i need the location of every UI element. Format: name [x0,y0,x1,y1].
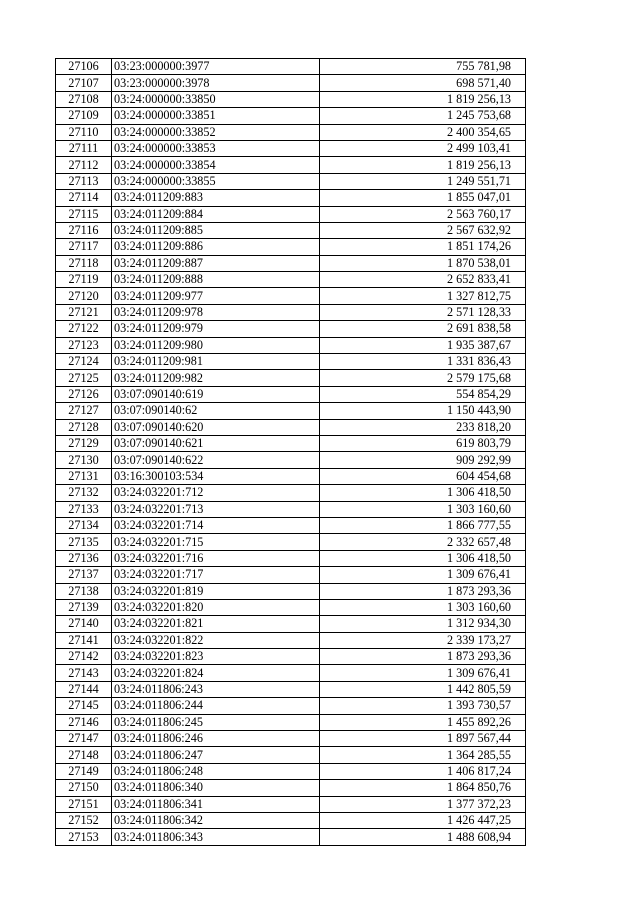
row-number-cell: 27112 [56,157,112,173]
row-number-cell: 27117 [56,239,112,255]
table-row [56,681,526,697]
table-row [56,649,526,665]
table-row [56,190,526,206]
row-number-cell: 27146 [56,714,112,730]
table-row [56,517,526,533]
table-row [56,763,526,779]
table-row [56,583,526,599]
row-number-cell: 27131 [56,468,112,484]
row-number-cell: 27149 [56,763,112,779]
cadastral-value-cell: 1 455 892,26 [320,714,526,730]
cadastral-number-cell: 03:24:032201:716 [112,550,320,566]
cadastral-number-cell: 03:24:011209:888 [112,272,320,288]
table-row [56,239,526,255]
row-number-cell: 27132 [56,485,112,501]
cadastral-number-cell: 03:24:011209:883 [112,190,320,206]
cadastral-value-cell: 619 803,79 [320,435,526,451]
cadastral-value-cell: 1 327 812,75 [320,288,526,304]
row-number-cell: 27142 [56,649,112,665]
cadastral-value-cell: 1 819 256,13 [320,157,526,173]
table-row [56,812,526,828]
row-number-cell: 27153 [56,829,112,845]
cadastral-number-cell: 03:24:011209:978 [112,304,320,320]
cadastral-value-cell: 1 855 047,01 [320,190,526,206]
table-row [56,796,526,812]
table-row [56,124,526,140]
cadastral-value-cell: 1 873 293,36 [320,583,526,599]
row-number-cell: 27144 [56,681,112,697]
cadastral-number-cell: 03:07:090140:621 [112,435,320,451]
cadastral-number-cell: 03:24:011806:340 [112,780,320,796]
table-body [56,59,526,846]
cadastral-number-cell: 03:24:032201:717 [112,567,320,583]
table-row [56,157,526,173]
cadastral-number-cell: 03:24:000000:33855 [112,173,320,189]
cadastral-number-cell: 03:24:011806:342 [112,812,320,828]
cadastral-number-cell: 03:24:000000:33850 [112,91,320,107]
table-row [56,222,526,238]
table-row [56,91,526,107]
cadastral-number-cell: 03:24:032201:824 [112,665,320,681]
cadastral-number-cell: 03:24:011806:341 [112,796,320,812]
row-number-cell: 27135 [56,534,112,550]
cadastral-number-cell: 03:24:000000:33851 [112,108,320,124]
cadastral-value-cell: 1 150 443,90 [320,403,526,419]
table-row [56,173,526,189]
cadastral-number-cell: 03:24:011806:343 [112,829,320,845]
cadastral-value-sheet [55,58,526,846]
row-number-cell: 27116 [56,222,112,238]
row-number-cell: 27120 [56,288,112,304]
row-number-cell: 27125 [56,370,112,386]
row-number-cell: 27118 [56,255,112,271]
cadastral-value-cell: 1 303 160,60 [320,501,526,517]
cadastral-number-cell: 03:24:032201:823 [112,649,320,665]
cadastral-number-cell: 03:24:011209:887 [112,255,320,271]
cadastral-number-cell: 03:24:011209:977 [112,288,320,304]
cadastral-number-cell: 03:24:032201:713 [112,501,320,517]
table-row [56,714,526,730]
cadastral-number-cell: 03:24:032201:819 [112,583,320,599]
row-number-cell: 27119 [56,272,112,288]
cadastral-value-cell: 1 309 676,41 [320,567,526,583]
table-row [56,829,526,845]
table-row [56,665,526,681]
cadastral-number-cell: 03:24:032201:822 [112,632,320,648]
cadastral-value-cell: 2 691 838,58 [320,321,526,337]
cadastral-number-cell: 03:24:011806:248 [112,763,320,779]
cadastral-number-cell: 03:24:011806:245 [112,714,320,730]
row-number-cell: 27130 [56,452,112,468]
table-row [56,780,526,796]
row-number-cell: 27136 [56,550,112,566]
cadastral-number-cell: 03:24:011209:885 [112,222,320,238]
cadastral-value-cell: 1 870 538,01 [320,255,526,271]
cadastral-number-cell: 03:07:090140:619 [112,386,320,402]
cadastral-value-cell: 2 332 657,48 [320,534,526,550]
table-row [56,386,526,402]
cadastral-value-cell: 1 442 805,59 [320,681,526,697]
row-number-cell: 27121 [56,304,112,320]
row-number-cell: 27139 [56,599,112,615]
cadastral-number-cell: 03:24:032201:712 [112,485,320,501]
row-number-cell: 27123 [56,337,112,353]
table-row [56,747,526,763]
cadastral-value-cell: 1 864 850,76 [320,780,526,796]
row-number-cell: 27109 [56,108,112,124]
cadastral-number-cell: 03:24:011209:982 [112,370,320,386]
cadastral-number-cell: 03:24:000000:33853 [112,140,320,156]
cadastral-value-cell: 604 454,68 [320,468,526,484]
table-row [56,599,526,615]
cadastral-number-cell: 03:24:032201:715 [112,534,320,550]
table-row [56,288,526,304]
cadastral-number-cell: 03:24:011806:244 [112,698,320,714]
cadastral-value-cell: 1 377 372,23 [320,796,526,812]
cadastral-number-cell: 03:23:000000:3977 [112,59,320,75]
cadastral-value-cell: 1 897 567,44 [320,731,526,747]
cadastral-value-cell: 1 306 418,50 [320,485,526,501]
row-number-cell: 27151 [56,796,112,812]
cadastral-number-cell: 03:24:011209:979 [112,321,320,337]
cadastral-value-cell: 1 819 256,13 [320,91,526,107]
cadastral-value-cell: 1 866 777,55 [320,517,526,533]
table-row [56,403,526,419]
cadastral-number-cell: 03:24:011209:886 [112,239,320,255]
table-row [56,370,526,386]
cadastral-value-cell: 2 579 175,68 [320,370,526,386]
cadastral-number-cell: 03:24:011209:884 [112,206,320,222]
row-number-cell: 27114 [56,190,112,206]
row-number-cell: 27134 [56,517,112,533]
row-number-cell: 27148 [56,747,112,763]
cadastral-number-cell: 03:24:011209:981 [112,354,320,370]
cadastral-value-cell: 1 249 551,71 [320,173,526,189]
cadastral-number-cell: 03:24:011806:247 [112,747,320,763]
row-number-cell: 27141 [56,632,112,648]
row-number-cell: 27107 [56,75,112,91]
table-row [56,419,526,435]
table-row [56,59,526,75]
table-row [56,550,526,566]
row-number-cell: 27110 [56,124,112,140]
row-number-cell: 27150 [56,780,112,796]
row-number-cell: 27140 [56,616,112,632]
table-row [56,534,526,550]
cadastral-number-cell: 03:07:090140:622 [112,452,320,468]
cadastral-value-cell: 1 364 285,55 [320,747,526,763]
cadastral-value-cell: 1 851 174,26 [320,239,526,255]
cadastral-number-cell: 03:24:011209:980 [112,337,320,353]
cadastral-value-cell: 1 393 730,57 [320,698,526,714]
table-row [56,485,526,501]
table-row [56,75,526,91]
row-number-cell: 27138 [56,583,112,599]
table-row [56,452,526,468]
cadastral-number-cell: 03:24:011806:246 [112,731,320,747]
table-row [56,616,526,632]
cadastral-value-cell: 1 245 753,68 [320,108,526,124]
table-row [56,206,526,222]
cadastral-number-cell: 03:24:011806:243 [112,681,320,697]
table-row [56,255,526,271]
cadastral-value-cell: 554 854,29 [320,386,526,402]
table-row [56,140,526,156]
cadastral-number-cell: 03:24:032201:714 [112,517,320,533]
row-number-cell: 27133 [56,501,112,517]
row-number-cell: 27106 [56,59,112,75]
table-row [56,354,526,370]
cadastral-value-cell: 1 488 608,94 [320,829,526,845]
row-number-cell: 27115 [56,206,112,222]
cadastral-value-table [55,58,526,846]
cadastral-value-cell: 1 406 817,24 [320,763,526,779]
row-number-cell: 27147 [56,731,112,747]
cadastral-number-cell: 03:24:000000:33852 [112,124,320,140]
cadastral-number-cell: 03:07:090140:620 [112,419,320,435]
row-number-cell: 27145 [56,698,112,714]
row-number-cell: 27127 [56,403,112,419]
table-row [56,108,526,124]
cadastral-number-cell: 03:23:000000:3978 [112,75,320,91]
cadastral-value-cell: 2 499 103,41 [320,140,526,156]
cadastral-value-cell: 755 781,98 [320,59,526,75]
cadastral-value-cell: 1 312 934,30 [320,616,526,632]
cadastral-value-cell: 909 292,99 [320,452,526,468]
cadastral-value-cell: 1 426 447,25 [320,812,526,828]
cadastral-value-cell: 2 571 128,33 [320,304,526,320]
row-number-cell: 27128 [56,419,112,435]
cadastral-value-cell: 2 652 833,41 [320,272,526,288]
row-number-cell: 27111 [56,140,112,156]
cadastral-number-cell: 03:16:300103:534 [112,468,320,484]
row-number-cell: 27152 [56,812,112,828]
row-number-cell: 27113 [56,173,112,189]
cadastral-value-cell: 233 818,20 [320,419,526,435]
row-number-cell: 27137 [56,567,112,583]
cadastral-value-cell: 698 571,40 [320,75,526,91]
table-row [56,337,526,353]
cadastral-number-cell: 03:24:032201:820 [112,599,320,615]
table-row [56,321,526,337]
cadastral-number-cell: 03:24:032201:821 [112,616,320,632]
table-row [56,731,526,747]
row-number-cell: 27129 [56,435,112,451]
cadastral-value-cell: 1 303 160,60 [320,599,526,615]
row-number-cell: 27143 [56,665,112,681]
table-row [56,435,526,451]
row-number-cell: 27108 [56,91,112,107]
cadastral-value-cell: 1 309 676,41 [320,665,526,681]
cadastral-value-cell: 1 873 293,36 [320,649,526,665]
row-number-cell: 27122 [56,321,112,337]
table-row [56,304,526,320]
table-row [56,468,526,484]
cadastral-number-cell: 03:24:000000:33854 [112,157,320,173]
cadastral-value-cell: 2 567 632,92 [320,222,526,238]
row-number-cell: 27126 [56,386,112,402]
cadastral-value-cell: 1 306 418,50 [320,550,526,566]
table-row [56,567,526,583]
table-row [56,501,526,517]
cadastral-value-cell: 2 563 760,17 [320,206,526,222]
cadastral-value-cell: 2 339 173,27 [320,632,526,648]
table-row [56,632,526,648]
cadastral-value-cell: 1 935 387,67 [320,337,526,353]
table-row [56,698,526,714]
cadastral-value-cell: 2 400 354,65 [320,124,526,140]
cadastral-value-cell: 1 331 836,43 [320,354,526,370]
cadastral-number-cell: 03:07:090140:62 [112,403,320,419]
table-row [56,272,526,288]
row-number-cell: 27124 [56,354,112,370]
